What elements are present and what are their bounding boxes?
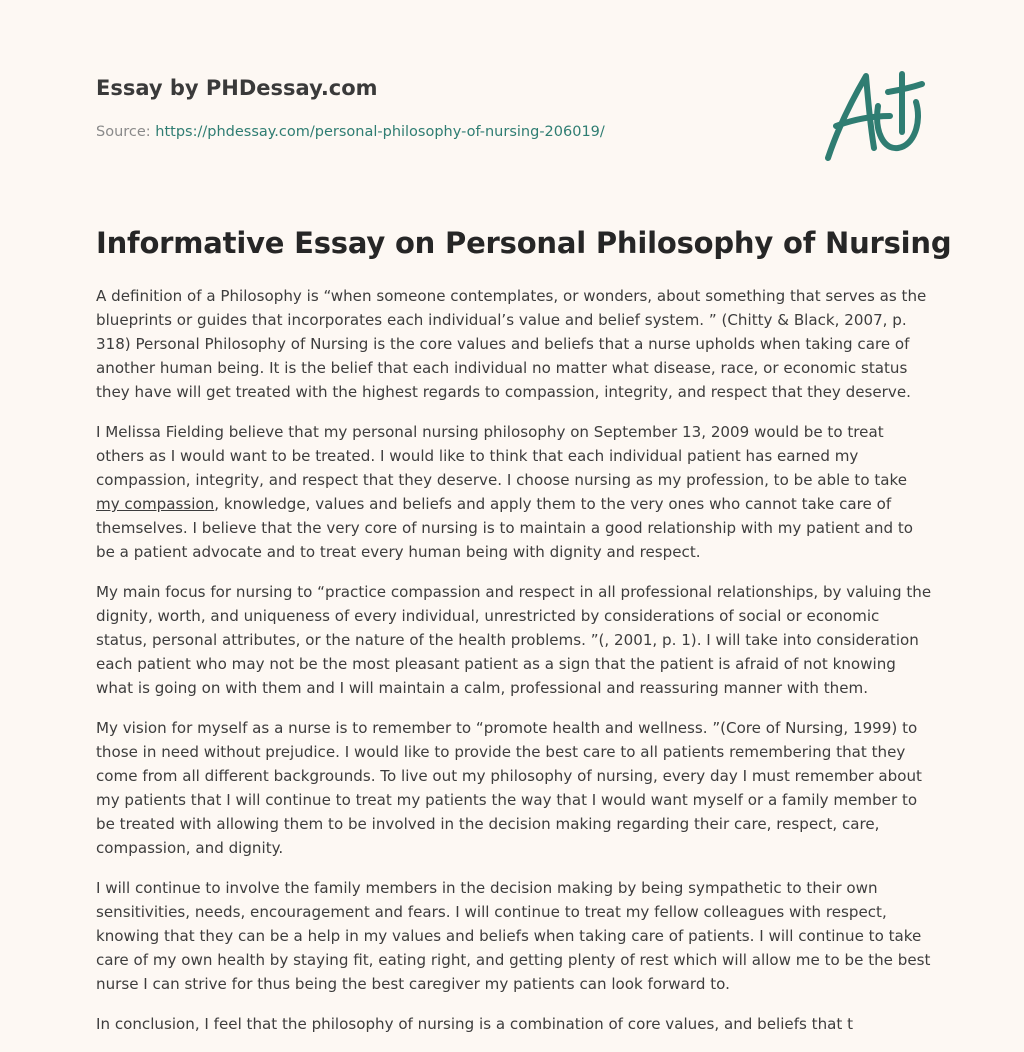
essay-paragraph-6: In conclusion, I feel that the philosophy of nursing is a combination of core values, and beliefs that t (96, 1015, 854, 1033)
source-link[interactable]: https://phdessay.com/personal-philosophy-of-nursing-206019/ (155, 124, 605, 140)
essay-paragraph-4: My vision for myself as a nurse is to remember to “promote health and wellness. ”(Core of Nursing, 1999) to those in need without prejudice. I would like to provide the best care to all patients remembering that they come from all different backgrounds. To live out my philosophy of nursing, every day I must remember about my patients that I will continue to treat my patients the way that I would want myself or a family member to be treated with allowing them to be involved in the decision making regarding their care, respect, care, compassion, and dignity. (96, 719, 922, 857)
paragraph-2-text-start: I Melissa Fielding believe that my personal nursing philosophy on September 13, 2009 would be to treat others as I would want to be treated. I would like to think that each individual patient has earned my compassion, integrity, and respect that they deserve. I choose nursing as my profession, to be able to take (96, 423, 908, 489)
essay-paragraph-3: My main focus for nursing to “practice compassion and respect in all professional relationships, by valuing the dignity, worth, and uniqueness of every individual, unrestricted by considerations of social or economic status, personal attributes, or the nature of the health problems. ”(, 2001, p. 1). I will take into consideration each patient who may not be the most pleasant patient as a sign that the patient is afraid of not knowing what is going on with them and I will maintain a calm, professional and reassuring manner with them. (96, 583, 932, 697)
essay-body (96, 284, 932, 1052)
my-compassion-link[interactable]: my compassion (96, 495, 215, 513)
a-plus-logo-icon (818, 66, 930, 166)
essay-paragraph-5: I will continue to involve the family members in the decision making by being sympathetic to their own sensitivities, needs, encouragement and fears. I will continue to treat my fellow colleagues with respect, knowing that they can be a help in my values and beliefs when taking care of patients. I will continue to take care of my own health by staying fit, eating right, and getting plenty of rest which will allow me to be the best nurse I can strive for thus being the best caregiver my patients can look forward to. (96, 879, 931, 993)
essay-paragraph-1: A definition of a Philosophy is “when someone contemplates, or wonders, about something that serves as the blueprints or guides that incorporates each individual’s value and belief system. ” (Chitty & Black, 2007, p. 318) Personal Philosophy of Nursing is the core values and beliefs that a nurse upholds when taking care of another human being. It is the belief that each individual no matter what disease, race, or economic status they have will get treated with the highest regards to compassion, integrity, and respect that they deserve. (96, 287, 927, 401)
source-label: Source: (96, 124, 156, 140)
paragraph-2-text-end: , knowledge, values and beliefs and apply them to the very ones who cannot take care of themselves. I believe that the very core of nursing is to maintain a good relationship with my patient and to be a patient advocate and to treat every human being with dignity and respect. (96, 495, 914, 561)
essay-paragraph-2 (96, 420, 932, 564)
brand-title: Essay by PHDessay.com (96, 76, 378, 100)
essay-title: Informative Essay on Personal Philosophy of Nursing (96, 226, 952, 260)
source-line (96, 124, 605, 140)
